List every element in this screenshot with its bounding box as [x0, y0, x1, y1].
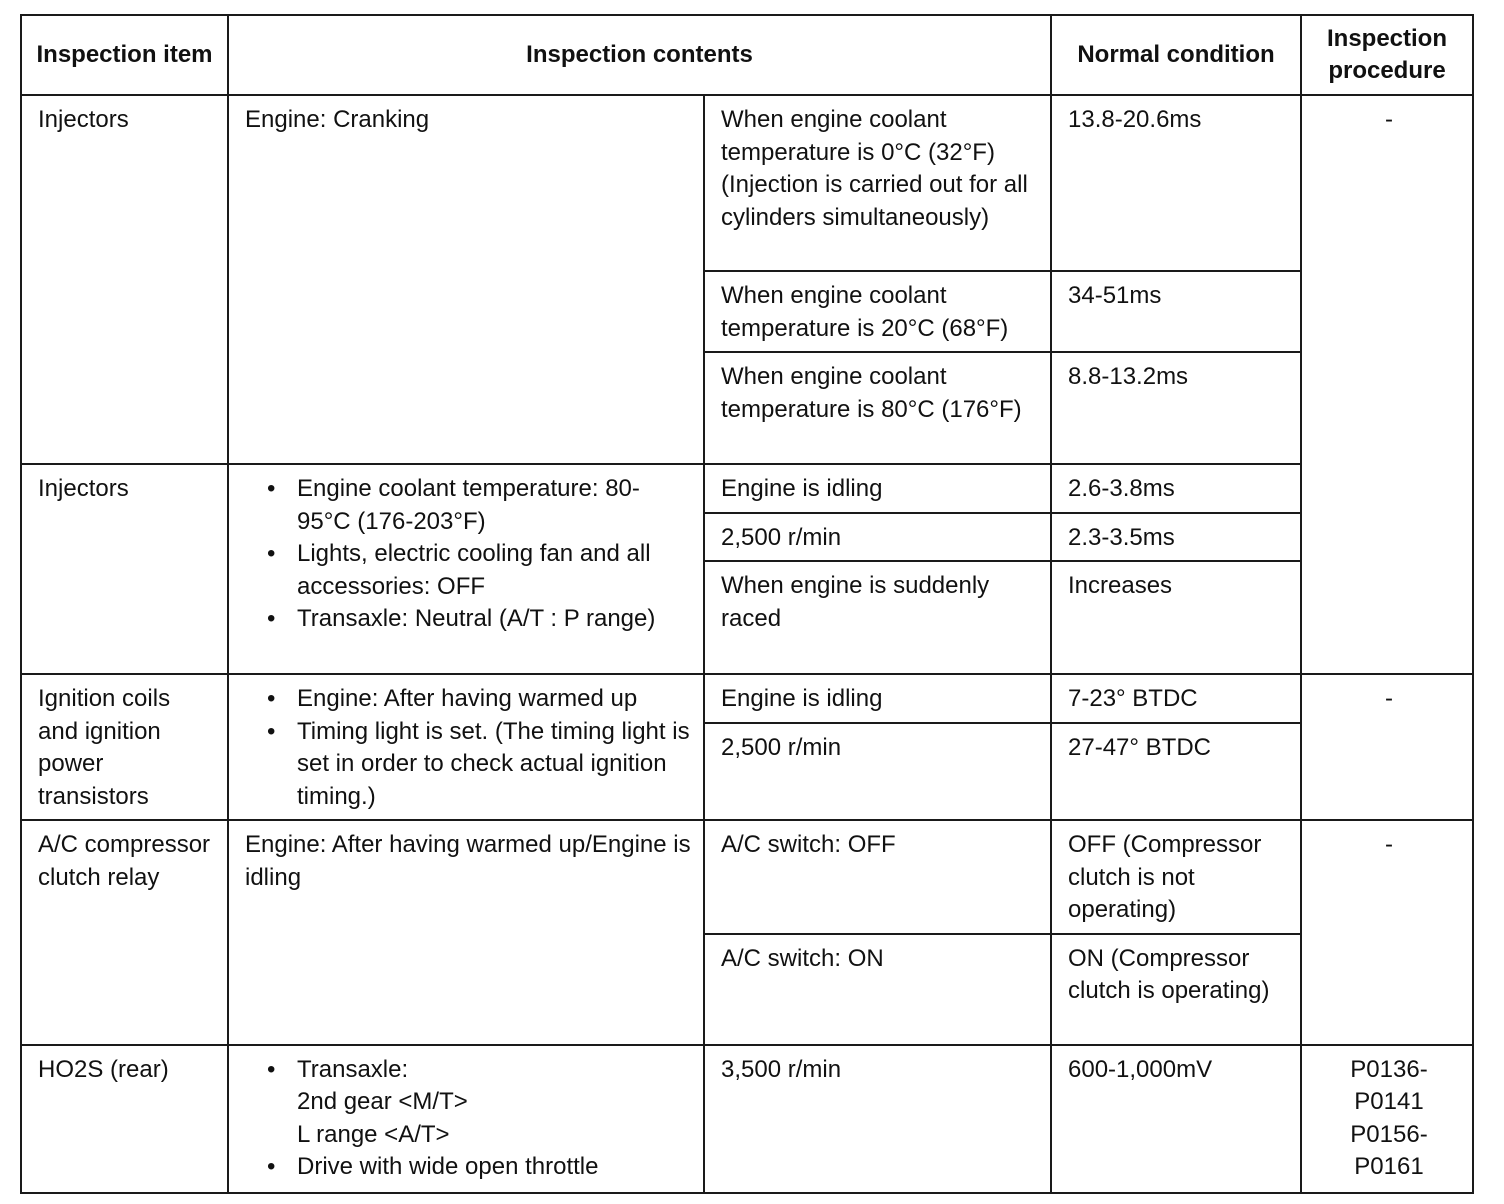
item-cell: HO2S (rear): [21, 1045, 228, 1193]
state-cell: Engine is idling: [704, 464, 1051, 513]
header-row: [21, 15, 1473, 95]
table-row: [21, 674, 1473, 723]
normal-cell: 8.8-13.2ms: [1051, 352, 1301, 464]
state-cell: 3,500 r/min: [704, 1045, 1051, 1193]
state-cell: A/C switch: OFF: [704, 820, 1051, 934]
state-cell: 2,500 r/min: [704, 723, 1051, 820]
table-row: [21, 464, 1473, 513]
condition-cell: [228, 1045, 704, 1193]
normal-cell: 13.8-20.6ms: [1051, 95, 1301, 271]
procedure-cell: [1301, 1045, 1473, 1193]
normal-cell: OFF (Compressor clutch is not operating): [1051, 820, 1301, 934]
state-cell: When engine coolant temperature is 80°C (176°F): [704, 352, 1051, 464]
condition-cell: Engine: After having warmed up/Engine is idling: [228, 820, 704, 1045]
normal-cell: Increases: [1051, 561, 1301, 674]
item-cell: Injectors: [21, 464, 228, 674]
bullet-line: L range <A/T>: [297, 1120, 450, 1148]
condition-cell: Engine: Cranking: [228, 95, 704, 464]
bullet-item: • Timing light is set. (The timing light is set in order to check actual ignition timing.): [267, 716, 691, 814]
normal-cell: 7-23° BTDC: [1051, 674, 1301, 723]
condition-bullet-list: [245, 473, 691, 636]
procedure-code: P0161: [1354, 1153, 1424, 1180]
item-cell: Injectors: [21, 95, 228, 464]
state-cell: 2,500 r/min: [704, 513, 1051, 562]
normal-cell: 2.3-3.5ms: [1051, 513, 1301, 562]
state-cell: When engine is suddenly raced: [704, 561, 1051, 674]
bullet-item: • Engine: After having warmed up: [267, 683, 691, 716]
bullet-item: [267, 1054, 691, 1152]
item-cell: Ignition coils and ignition power transistors: [21, 674, 228, 820]
bullet-item: • Transaxle: Neutral (A/T : P range): [267, 603, 691, 636]
bullet-line: • Transaxle:: [297, 1055, 409, 1083]
table-row: [21, 95, 1473, 271]
condition-cell: [228, 674, 704, 820]
state-cell: When engine coolant temperature is 20°C (68°F): [704, 271, 1051, 352]
procedure-cell: -: [1301, 95, 1473, 674]
inspection-table: [20, 14, 1474, 1194]
bullet-item: • Engine coolant temperature: 80-95°C (176-203°F): [267, 473, 691, 538]
procedure-code: P0156-: [1350, 1120, 1428, 1148]
normal-cell: 34-51ms: [1051, 271, 1301, 352]
table-row: [21, 1045, 1473, 1193]
procedure-code: P0136-: [1350, 1055, 1428, 1083]
state-cell: When engine coolant temperature is 0°C (32°F) (Injection is carried out for all cylinders simultaneously): [704, 95, 1051, 271]
bullet-item: • Lights, electric cooling fan and all accessories: OFF: [267, 538, 691, 603]
table-row: [21, 820, 1473, 934]
condition-bullet-list: [245, 683, 691, 813]
state-cell: A/C switch: ON: [704, 934, 1051, 1045]
item-cell: A/C compressor clutch relay: [21, 820, 228, 1045]
bullet-item: • Drive with wide open throttle: [267, 1151, 691, 1184]
bullet-line: 2nd gear <M/T>: [297, 1088, 468, 1115]
procedure-code: P0141: [1354, 1088, 1424, 1115]
header-inspection-procedure: Inspection procedure: [1301, 15, 1473, 95]
state-cell: Engine is idling: [704, 674, 1051, 723]
header-inspection-contents: Inspection contents: [228, 15, 1051, 95]
procedure-cell: -: [1301, 674, 1473, 820]
normal-cell: 600-1,000mV: [1051, 1045, 1301, 1193]
condition-bullet-list: [245, 1054, 691, 1184]
header-normal-condition: Normal condition: [1051, 15, 1301, 95]
condition-cell: [228, 464, 704, 674]
normal-cell: 27-47° BTDC: [1051, 723, 1301, 820]
header-inspection-item: Inspection item: [21, 15, 228, 95]
normal-cell: ON (Compressor clutch is operating): [1051, 934, 1301, 1045]
normal-cell: 2.6-3.8ms: [1051, 464, 1301, 513]
procedure-cell: -: [1301, 820, 1473, 1045]
